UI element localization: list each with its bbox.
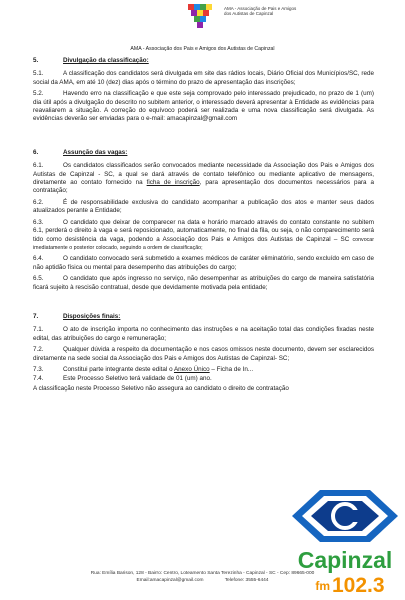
section-5-title: 5. Divulgação da classificação: <box>33 57 149 64</box>
footer-address: Rua: Emília Barison, 128 - Bairro: Centro, Loteamento Santa Terezinha - Capinzal - SC - Cep: 89665-000 <box>90 571 315 576</box>
paragraph-5-2: 5.2. Havendo erro na classificação e que este seja comprovado pelo interessado prejudicado, no prazo de 1 (um) dia útil após a divulgação do descrito no subitem anterior, o interessado deverá apresentar à Entidade as evidências para reavaliarem a situação. A correção do equívoco poderá ser realizada e uma nova classificação será divulgada. As evidências deverão ser enviadas para o e-mail: amacapinzal@gmail.com <box>33 90 374 123</box>
radio-c-emblem-icon <box>292 490 398 542</box>
section-6-title: 6. Assunção das vagas: <box>33 148 128 156</box>
paragraph-7-2: 7.2. Qualquer dúvida a respeito da documentação e nos casos omissos neste documento, devem ser esclarecidos diretamente na sede social da Associação dos Pais e Amigos dos Autistas de Capinzal- SC; <box>33 346 374 362</box>
logo-brand-text: AMA - Associação de Pais e Amigos dos Autistas de Capinzal <box>224 6 297 16</box>
paragraph-6-2: 6.2. É de responsabilidade exclusiva do candidato acompanhar a publicação dos atos e manter seus dados atualizados perante a Entidade; <box>33 198 374 215</box>
anexo-unico-link[interactable]: Anexo Único <box>173 365 210 373</box>
document-header <box>0 0 405 60</box>
paragraph-6-3: 6.3. O candidato que deixar de comparecer na data e horário marcado através do contato constante no subitem 6.1, perderá o direito à vaga e será reposicionado, automaticamente, no final da fila, ou seja, o não comparecimento será tido como desistência da vaga, podendo a Associação dos Pais e Amigos dos Autistas de Capinzal – SC convocar imediatamente o posterior colocado, seguindo a ordem de classificação; <box>33 218 374 251</box>
radio-fm-label: fm <box>315 579 330 593</box>
document-body <box>33 57 374 396</box>
paragraph-7-5: A classificação neste Processo Seletivo não assegura ao candidato o direito de contratação <box>33 384 289 392</box>
radio-name: Capinzal <box>297 547 393 573</box>
radio-capinzal-logo <box>286 486 405 600</box>
paragraph-7-4: 7.4. Este Processo Seletivo terá validade de 01 (um) ano. <box>33 375 212 383</box>
ama-logo-icon <box>184 2 220 32</box>
paragraph-6-3-small: convocar imediatamente o posterior colocado, seguindo a ordem de classificação; <box>33 236 374 251</box>
paragraph-6-5: 6.5. O candidato que após ingresso no serviço, não desempenhar as atribuições do cargo de maneira satisfatória ficará sujeito à rescisão contratual, desde que devidamente motivada pela entidade; <box>33 275 374 291</box>
paragraph-6-4: 6.4. O candidato convocado será submetido a exames médicos de caráter eliminatório, sendo excluído em caso de não aptidão física ou mental para desempenho das atribuições do cargo; <box>33 255 374 271</box>
paragraph-6-1: 6.1. Os candidatos classificados serão convocados mediante necessidade da Associação dos Pais e Amigos dos Autistas de Capinzal - SC, a qual se dará através de contato telefônico ou mediante aplicativo de mensagens, diretamente ao contato fornecido na ficha de inscrição, para apresentação dos documentos necessários para a contratação; <box>33 162 374 195</box>
ficha-inscricao-link[interactable]: ficha de inscrição <box>146 179 200 187</box>
section-7-title: 7. Disposições finais: <box>33 312 121 320</box>
paragraph-5-1: 5.1. A classificação dos candidatos será divulgada em site das rádios locais, Diário Oficial dos Municípios/SC, rede social da AMA, em até 10 (dez) dias após o término do prazo de apresentação das inscrições; <box>33 70 374 86</box>
footer-contact: Email:amacapinzal@gmail.com Telefone: 3555-6444 <box>136 578 269 583</box>
paragraph-7-3: 7.3. Constitui parte integrante deste edital o Anexo Único – Ficha de In... <box>33 365 254 373</box>
paragraph-7-1: 7.1. O ato de inscrição importa no conhecimento das instruções e na aceitação total das condições fixadas neste edital, das atribuições do cargo e remuneração; <box>33 326 374 342</box>
organization-line: AMA - Associação dos Pais e Amigos dos Autistas de Capinzal <box>130 46 275 52</box>
radio-frequency: 102.3 <box>332 574 385 597</box>
